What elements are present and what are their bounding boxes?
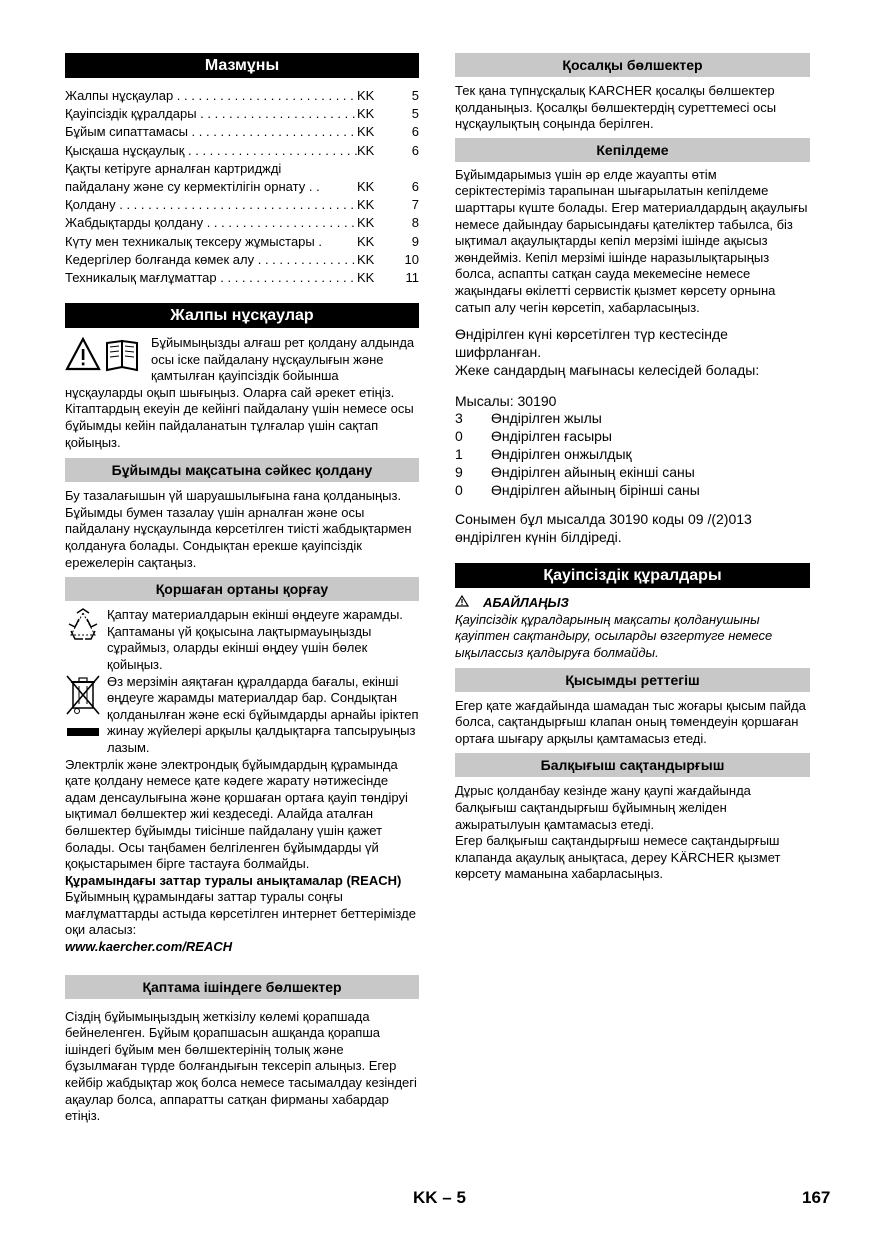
fuse-heading: Балқығыш сақтандырғыш bbox=[455, 753, 810, 777]
digit-list bbox=[455, 410, 810, 499]
toc-code: KK bbox=[357, 88, 375, 103]
reach-text: Бұйымның құрамындағы заттар туралы соңғы мағлұматтарды астыда көрсетілген интернет беттерімізде оқи аласыз: bbox=[65, 889, 416, 938]
toc-title: Жалпы нұсқаулар . . . bbox=[65, 87, 357, 105]
pressure-text: Егер қате жағдайында шамадан тыс жоғары қысым пайда болса, сақтандырғыш клапан оның төмендеуін қоршаған ортаға шығару арқылы қамтамасыз етеді. bbox=[455, 697, 806, 746]
toc-page: 6 bbox=[411, 142, 419, 158]
warning-label: АБАЙЛАҢЫЗ bbox=[483, 594, 569, 610]
digit-row bbox=[455, 446, 810, 464]
toc-list bbox=[65, 87, 419, 287]
digit-row bbox=[455, 410, 810, 428]
disposal-text: Өз мерзімін аяқтаған құралдарда бағалы, екінші өңдеуге жарамды материалдар бар. Сондықтан қолданылған және ескі бұйымдарды арнайы іріктеп жинау жүйелері арқылы қалдықтарға тапсыруыңыз лазым. bbox=[107, 673, 419, 755]
toc-page: 8 bbox=[411, 215, 419, 231]
toc-code: KK bbox=[357, 178, 375, 194]
disposal-row bbox=[65, 674, 419, 757]
example-label: Мысалы: 30190 bbox=[455, 392, 557, 409]
toc-title: Қақты кетіруге арналған картриджді bbox=[65, 160, 282, 176]
toc-row[interactable] bbox=[65, 233, 419, 251]
digit-value: 0 bbox=[455, 428, 463, 445]
toc-title: Қысқаша нұсқаулық . . . bbox=[65, 142, 357, 160]
toc-page: 6 bbox=[411, 124, 419, 140]
recycle-text: Қаптау материалдарын екінші өңдеуге жарамды. Қаптаманы үй қоқысына лақтырмауыңызды сұраймыз, оларды екінші өңдеу үшін бөлек қойыңыз. bbox=[107, 607, 403, 672]
digit-meaning: Өндірілген онжылдық bbox=[491, 445, 632, 462]
warranty-text: Бұйымдарымыз үшін әр елде жауапты өтім серіктестеріміз тарапынан шығарылатын кепілдеме шарттары күште болады. Егер материалдардың ақаулығы немесе дайындау барысындағы қателіктер табылса, біз ықтимал ақаулықтарды кепіл мерзімі ішінде ақысыз жөндейміз. Кепіл мерзімі ішінде наразылықтарыңыз болса, аспапты сатқан сауда мекемесіне немесе жақындағы өкілетті сервистік қызмет көрсету орнына сатып алу чегін көрсетіп, хабарласыңыз. bbox=[455, 166, 808, 315]
warning-row bbox=[455, 594, 810, 612]
toc-row[interactable] bbox=[65, 142, 419, 160]
toc-row[interactable] bbox=[65, 87, 419, 105]
toc-row[interactable] bbox=[65, 123, 419, 141]
safety-heading: Қауіпсіздік құралдары bbox=[455, 563, 810, 588]
toc-row[interactable] bbox=[65, 214, 419, 232]
digit-value: 0 bbox=[455, 481, 463, 498]
toc-page: 9 bbox=[411, 233, 419, 249]
intended-use-heading: Бұйымды мақсатына сәйкес қолдану bbox=[65, 458, 419, 482]
digit-row bbox=[455, 428, 810, 446]
warning-text: Қауіпсіздік құралдарының мақсаты қолданушыны қауіптен сақтандыру, осыларды өзгертуге немесе ықылассыз қалдыруға болмайды. bbox=[455, 611, 773, 661]
recycle-row bbox=[65, 607, 419, 673]
toc-title: Техникалық мағлұматтар . . . bbox=[65, 269, 357, 287]
toc-code: KK bbox=[357, 106, 375, 122]
toc-heading: Мазмұны bbox=[65, 53, 419, 78]
toc-title: Қолдану . . . bbox=[65, 196, 357, 214]
toc-code: KK bbox=[357, 197, 375, 213]
warning-book-icon bbox=[65, 337, 145, 378]
production-line1: Өндірілген күні көрсетілген түр кестесінде шифрланған. bbox=[455, 326, 728, 360]
digit-row bbox=[455, 464, 810, 482]
reach-link[interactable]: www.kaercher.com/REACH bbox=[65, 939, 233, 955]
pressure-heading: Қысымды реттегіш bbox=[455, 668, 810, 692]
intended-use-text: Бу тазалағышын үй шаруашылығына ғана қолданыңыз. Бұйымды бумен тазалау үшін арналған және осы пайдалану нұсқаулында көрсетілген тиісті жабдықтармен қолдануға болады. Сондықтан ерекше қауіпсіздік ережелерін сақтаңыз. bbox=[65, 488, 412, 570]
digit-value: 1 bbox=[455, 445, 463, 462]
toc-code: KK bbox=[357, 233, 375, 249]
digit-value: 9 bbox=[455, 463, 463, 480]
general-section bbox=[65, 335, 419, 451]
environment-heading: Қоршаған ортаны қорғау bbox=[65, 577, 419, 601]
crossed-bin-icon bbox=[65, 674, 107, 757]
electro-text: Электрлік және электрондық бұйымдардың құрамында қате қолдану немесе қате кәдеге жарату нәтижесінде адам денсаулығына және қоршаған ортаға қауіп төндіруі ықтимал бөлшектер жиі кездеседі. Алайда аталған бөлшектер бұйымды тиісінше пайдалану үшін қажет болады. Осы таңбамен белгіленген бұйымдарды үй қоқыстарымен бірге тастауға болмайды. bbox=[65, 756, 408, 872]
right-column bbox=[455, 53, 810, 883]
general-heading: Жалпы нұсқаулар bbox=[65, 303, 419, 328]
spare-parts-heading: Қосалқы бөлшектер bbox=[455, 53, 810, 77]
toc-title: пайдалану және су кермектілігін орнату . . bbox=[65, 178, 320, 194]
production-summary: Сонымен бұл мысалда 30190 коды 09 /(2)013 өндірілген күнін білдіреді. bbox=[455, 511, 752, 546]
toc-row[interactable] bbox=[65, 251, 419, 269]
fuse-text2: Егер балқығыш сақтандырғыш немесе сақтандырғыш клапанда ақаулық анықтаса, дереу KÄRCHER қызмет көрсету маманына хабарласыңыз. bbox=[455, 833, 781, 882]
toc-row[interactable] bbox=[65, 269, 419, 287]
toc-row[interactable] bbox=[65, 160, 419, 178]
toc-row[interactable] bbox=[65, 178, 419, 196]
toc-page: 5 bbox=[411, 106, 419, 122]
production-line2: Жеке сандардың мағынасы келесідей болады: bbox=[455, 361, 760, 378]
digit-row bbox=[455, 482, 810, 500]
footer-page-number: 167 bbox=[802, 1188, 831, 1207]
toc-page: 5 bbox=[411, 88, 419, 103]
toc-title: Бұйым сипаттамасы . . . bbox=[65, 123, 357, 141]
toc-page: 10 bbox=[404, 251, 419, 267]
fuse-text1: Дұрыс қолданбау кезінде жану қаупі жағдайында балқығыш сақтандырғыш бұйымның желіден ажыратылуын қамтамасыз етеді. bbox=[455, 783, 751, 832]
reach-heading: Құрамындағы заттар туралы анықтамалар (REACH) bbox=[65, 872, 402, 888]
digit-meaning: Өндірілген айының екінші саны bbox=[491, 463, 695, 480]
toc-row[interactable] bbox=[65, 196, 419, 214]
toc-code: KK bbox=[357, 269, 375, 285]
general-text: Бұйымыңызды алғаш рет қолдану алдында осы іске пайдалану нұсқаулығын және қамтылған қауіпсіздік бойынша нұсқауларды оқып шығыңыз. Оларға сай әрекет етіңіз. Кітаптардың екеуін де кейінгі пайдалану үшін немесе осы бұйымды кейін пайдаланатын тұлғалар үшін сақтап қойыңыз. bbox=[65, 335, 415, 450]
warning-triangle-icon bbox=[455, 594, 483, 612]
digit-value: 3 bbox=[455, 410, 463, 427]
digit-meaning: Өндірілген айының бірінші саны bbox=[491, 481, 700, 498]
recycle-icon bbox=[65, 607, 107, 673]
package-text: Сіздің бұйымыңыздың жеткізілу көлемі қорапшада бейнеленген. Бұйым қорапшасын ашқанда қорапша ішіндегі бұйым мен бөлшектерінің толық және бұзылмаған түрде болғандығын тексеріп алыңыз. Егер кейбір жабдықтар жоқ болса немесе тасымалдау кезіндегі ақаулар болса, аппаратты сатқан фирманы хабардар етіңіз. bbox=[65, 1008, 417, 1124]
toc-title: Жабдықтарды қолдану . . . bbox=[65, 214, 357, 232]
spare-parts-text: Тек қана түпнұсқалық KARCHER қосалқы бөлшектер қолданыңыз. Қосалқы бөлшектердің суреттемесі осы нұсқаулықтың соңында берілген. bbox=[455, 83, 777, 132]
toc-code: KK bbox=[357, 142, 375, 158]
toc-page: 11 bbox=[405, 269, 419, 285]
toc-code bbox=[357, 160, 395, 178]
toc-code: KK bbox=[357, 124, 375, 140]
digit-meaning: Өндірілген жылы bbox=[491, 410, 602, 427]
toc-title: Кедергілер болғанда көмек алу . . . bbox=[65, 251, 357, 269]
toc-title: Күту мен техникалық тексеру жұмыстары . bbox=[65, 233, 322, 249]
footer-section-label: KK – 5 bbox=[413, 1188, 466, 1207]
toc-page: 7 bbox=[411, 197, 419, 213]
toc-row[interactable] bbox=[65, 105, 419, 123]
toc-code: KK bbox=[357, 251, 375, 267]
toc-code: KK bbox=[357, 215, 375, 231]
digit-meaning: Өндірілген ғасыры bbox=[491, 428, 612, 445]
toc-page bbox=[395, 160, 419, 178]
package-heading: Қаптама ішіндеге бөлшектер bbox=[65, 975, 419, 999]
toc-page: 6 bbox=[411, 178, 419, 194]
left-column bbox=[65, 53, 419, 1125]
toc-title: Қауіпсіздік құралдары . . . bbox=[65, 105, 357, 123]
warranty-heading: Кепілдеме bbox=[455, 138, 810, 162]
